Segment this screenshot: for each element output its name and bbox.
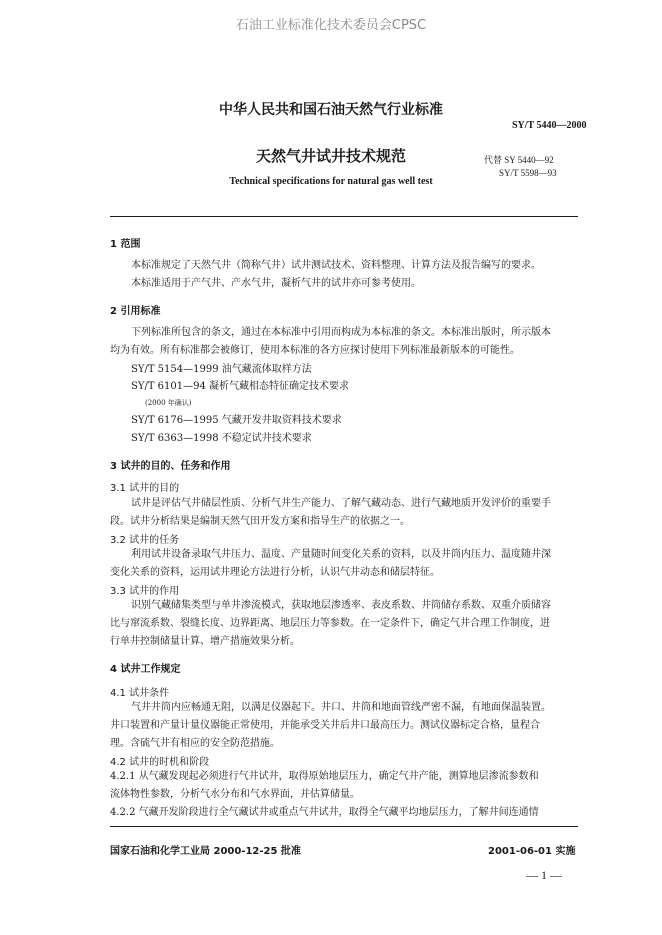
page-number: — 1 — bbox=[526, 868, 562, 882]
clause-4-2-2-line-1: 4.2.2 气藏开发阶段进行全气藏试井或重点气井试井，取得全气藏平均地层压力，了解井间连通情 bbox=[110, 807, 539, 818]
subsection-3-2-line-1: 利用试井设备录取气井压力、温度、产量随时间变化关系的资料，以及井筒内压力、温度随井深 bbox=[131, 549, 551, 560]
section-4-heading: 4 试井工作规定 bbox=[110, 664, 181, 675]
reference-item: SY/T 6176—1995 气藏开发井取资料技术要求 bbox=[131, 415, 342, 426]
section-1-para-1: 本标准规定了天然气井（简称气井）试井测试技术、资料整理、计算方法及报告编写的要求。 bbox=[131, 260, 541, 271]
subsection-4-1-line-1: 气井井筒内应畅通无阻，以满足仪器起下。井口、井筒和地面管线严密不漏，有地面保温装置。 bbox=[131, 702, 551, 713]
clause-4-2-1-line-1: 4.2.1 从气藏发现起必须进行气井试井，取得原始地层压力，确定气井产能，测算地层渗流参数和 bbox=[110, 771, 539, 782]
subsection-3-1-line-2: 段。试井分析结果是编制天然气田开发方案和指导生产的依据之一。 bbox=[110, 516, 410, 527]
subsection-3-1-heading: 3.1 试井的目的 bbox=[110, 483, 180, 494]
effective-date: 2001-06-01 实施 bbox=[488, 846, 576, 857]
subsection-3-2-heading: 3.2 试井的任务 bbox=[110, 535, 180, 546]
watermark-text: 石油工业标准化技术委员会CPSC bbox=[235, 18, 427, 33]
approval-line: 国家石油和化学工业局 2000-12-25 批准 bbox=[110, 846, 301, 857]
english-title: Technical specifications for natural gas well test bbox=[229, 176, 433, 187]
section-2-heading: 2 引用标准 bbox=[110, 306, 161, 317]
subsection-4-1-line-3: 理。含硫气井有相应的安全防范措施。 bbox=[110, 738, 280, 749]
subsection-4-2-heading: 4.2 试井的时机和阶段 bbox=[110, 757, 210, 768]
subsection-3-3-heading: 3.3 试井的作用 bbox=[110, 586, 180, 597]
reference-item: SY/T 6363—1998 不稳定试井技术要求 bbox=[131, 433, 312, 444]
reference-item: SY/T 6101—94 凝析气藏相态特征确定技术要求 bbox=[131, 381, 350, 392]
section-1-heading: 1 范围 bbox=[110, 239, 141, 250]
header-rule bbox=[110, 216, 578, 217]
footer-rule bbox=[110, 826, 578, 827]
reference-item: SY/T 5154—1999 油气藏流体取样方法 bbox=[131, 364, 312, 375]
subsection-4-1-heading: 4.1 试井条件 bbox=[110, 688, 170, 699]
section-2-para-line-1: 下列标准所包含的条文，通过在本标准中引用而构成为本标准的条文。本标准出版时，所示版本 bbox=[131, 327, 551, 338]
reference-note: (2000 年确认) bbox=[145, 399, 192, 407]
subsection-4-1-line-2: 井口装置和产量计量仪器能正常使用，并能承受关井后井口最高压力。测试仪器标定合格，量程合 bbox=[110, 720, 540, 731]
replaces-line-2: SY/T 5598—93 bbox=[499, 168, 557, 178]
section-1-para-2: 本标准适用于产气井、产水气井，凝析气井的试井亦可参考使用。 bbox=[131, 278, 421, 289]
document-title: 天然气井试井技术规范 bbox=[255, 147, 406, 165]
subsection-3-3-line-1: 识别气藏储集类型与单井渗流模式，获取地层渗透率、表皮系数、井筒储存系数、双重介质储容 bbox=[131, 600, 551, 611]
replaces-line-1: 代替 SY 5440—92 bbox=[484, 155, 554, 165]
standard-org: 中华人民共和国石油天然气行业标准 bbox=[219, 102, 443, 118]
standard-code: SY/T 5440—2000 bbox=[512, 120, 587, 131]
subsection-3-1-line-1: 试井是评估气井储层性质、分析气井生产能力、了解气藏动态、进行气藏地质开发评价的重要手 bbox=[131, 498, 551, 509]
clause-4-2-1-line-2: 流体物性参数，分析气水分布和气水界面，并估算储量。 bbox=[110, 789, 360, 800]
subsection-3-3-line-2: 比与窜流系数、裂缝长度、边界距离、地层压力等参数。在一定条件下，确定气井合理工作制度，进 bbox=[110, 618, 550, 629]
section-3-heading: 3 试井的目的、任务和作用 bbox=[110, 461, 231, 472]
section-2-para-line-2: 均为有效。所有标准都会被修订，使用本标准的各方应探讨使用下列标准最新版本的可能性。 bbox=[110, 345, 520, 356]
subsection-3-2-line-2: 变化关系的资料，运用试井理论方法进行分析，认识气井动态和储层特征。 bbox=[110, 567, 440, 578]
subsection-3-3-line-3: 行单井控制储量计算、增产措施效果分析。 bbox=[110, 636, 300, 647]
